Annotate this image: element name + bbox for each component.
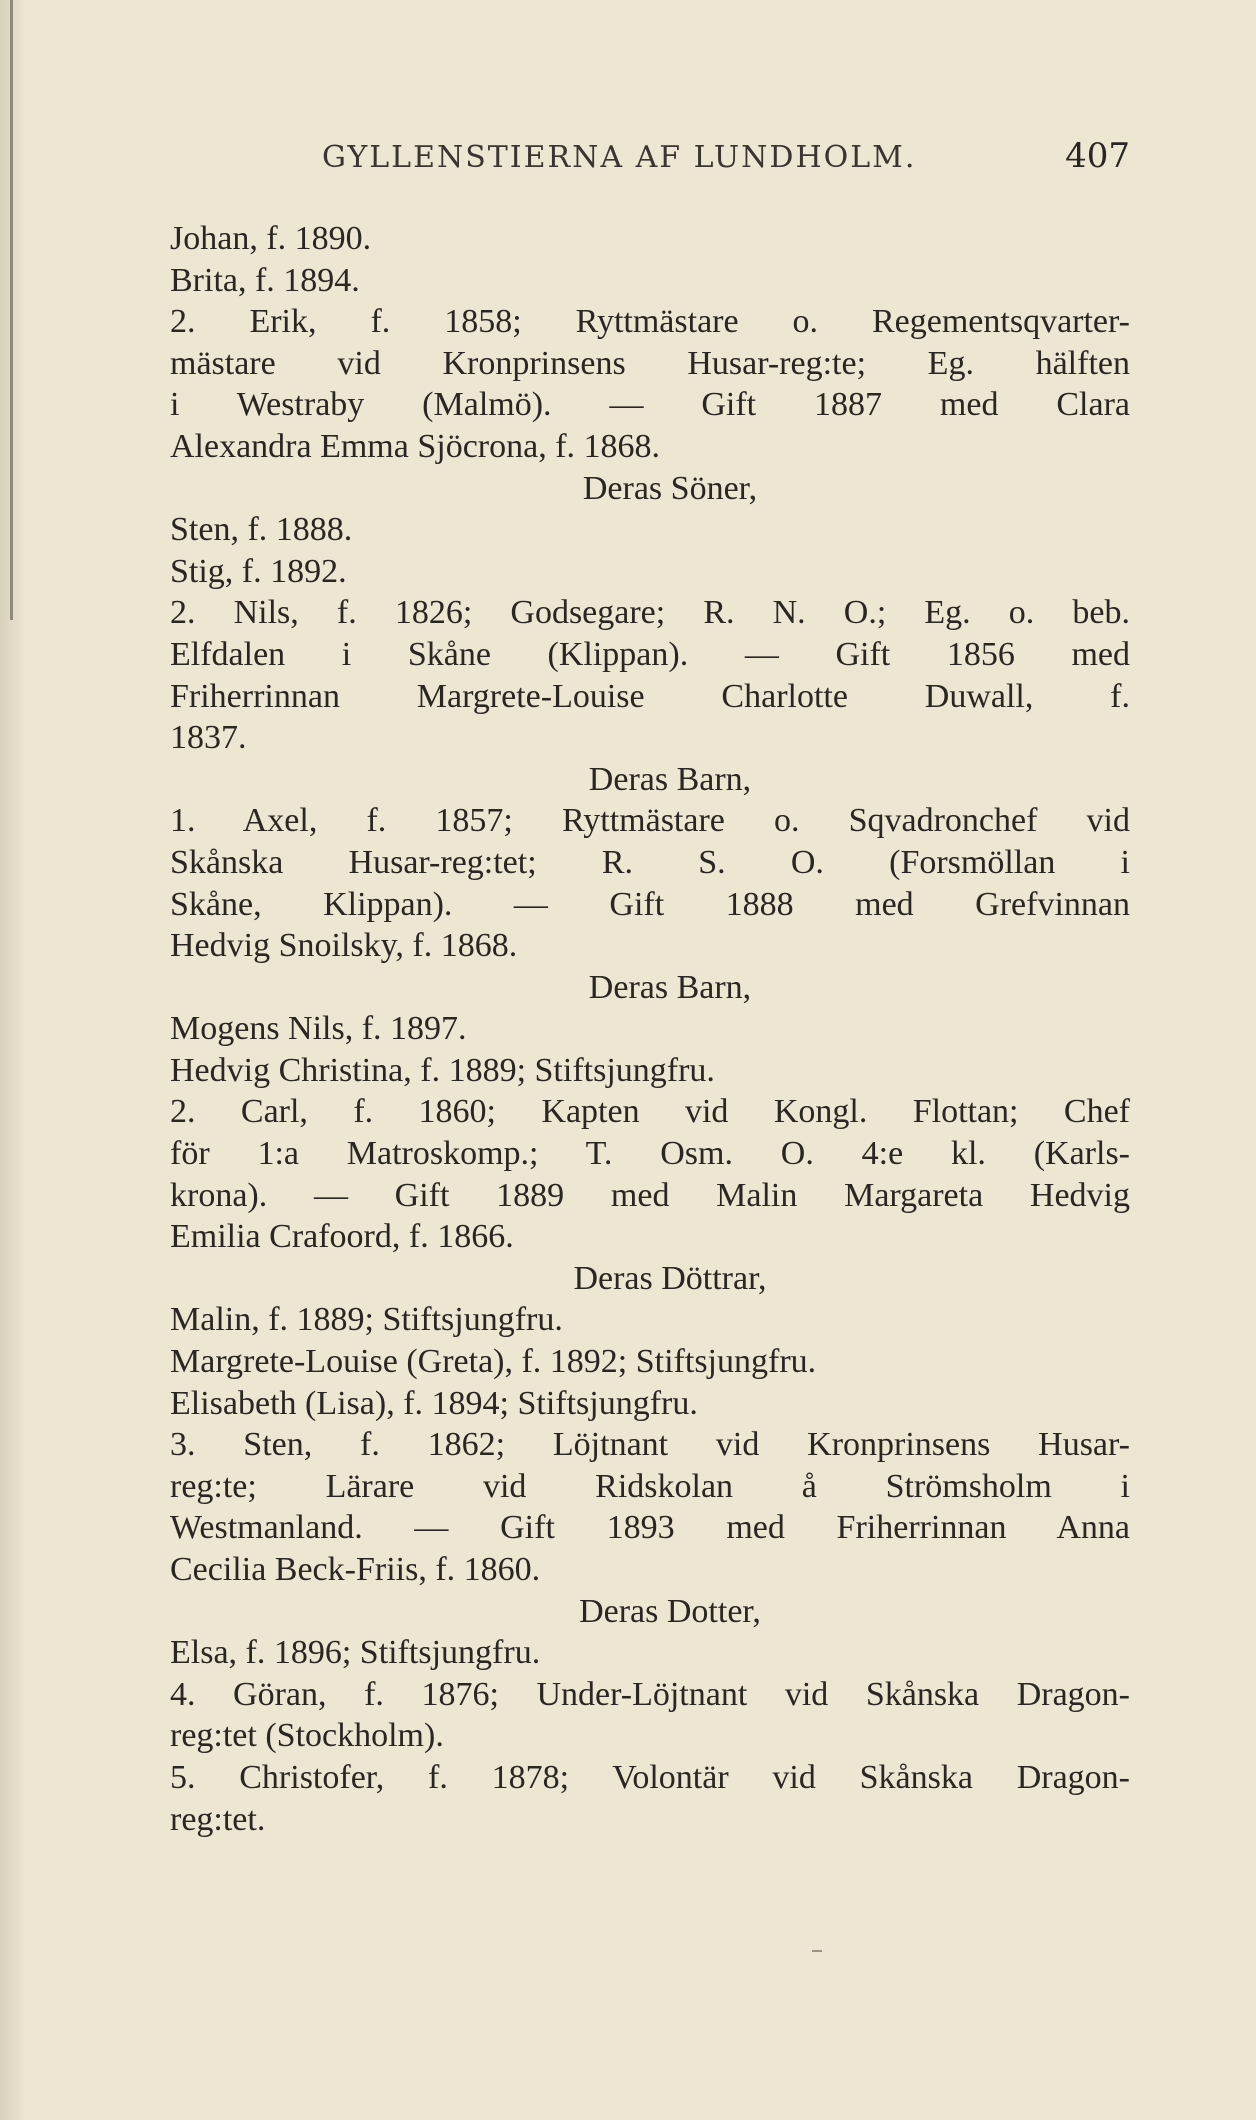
text-line: Brita, f. 1894. <box>170 261 360 299</box>
text-line: 5. Christofer, f. 1878; Volontär vid Skånska Dragon- <box>170 1758 1130 1796</box>
text-line: krona). — Gift 1889 med Malin Margareta Hedvig <box>170 1176 1130 1214</box>
text-line: Stig, f. 1892. <box>170 552 347 590</box>
section-heading: Deras Barn, <box>588 968 752 1006</box>
section-heading: Deras Dotter, <box>579 1592 761 1630</box>
section-heading: Deras Söner, <box>582 469 758 507</box>
text-line: Hedvig Christina, f. 1889; Stiftsjungfru. <box>170 1051 715 1089</box>
text-line: Elfdalen i Skåne (Klippan). — Gift 1856 med <box>170 635 1130 673</box>
text-line: 2. Nils, f. 1826; Godsegare; R. N. O.; Eg. o. beb. <box>170 594 1130 632</box>
text-line: Sten, f. 1888. <box>170 511 353 549</box>
text-line: Hedvig Snoilsky, f. 1868. <box>170 927 518 965</box>
text-line: Malin, f. 1889; Stiftsjungfru. <box>170 1301 563 1339</box>
text-line: Cecilia Beck-Friis, f. 1860. <box>170 1551 541 1588</box>
text-line: Elisabeth (Lisa), f. 1894; Stiftsjungfru. <box>170 1384 698 1422</box>
text-line: Alexandra Emma Sjöcrona, f. 1868. <box>170 427 661 465</box>
spine-edge <box>10 0 13 620</box>
text-line: reg:tet (Stockholm). <box>170 1717 444 1755</box>
text-line: för 1:a Matroskomp.; T. Osm. O. 4:e kl. (Karls- <box>170 1135 1130 1173</box>
text-line: 2. Erik, f. 1858; Ryttmästare o. Regementsqvarter- <box>170 303 1130 341</box>
section-heading: Deras Döttrar, <box>573 1259 767 1297</box>
text-line: Johan, f. 1890. <box>170 220 372 257</box>
text-line: i Westraby (Malmö). — Gift 1887 med Clara <box>170 386 1130 424</box>
text-line: Friherrinnan Margrete-Louise Charlotte Duwall, f. <box>170 677 1130 715</box>
genealogy-text <box>170 218 1130 1840</box>
text-line: Elsa, f. 1896; Stiftsjungfru. <box>170 1634 541 1672</box>
text-line: 4. Göran, f. 1876; Under-Löjtnant vid Skånska Dragon- <box>170 1675 1130 1713</box>
text-line: Skåne, Klippan). — Gift 1888 med Grefvinnan <box>170 885 1130 923</box>
text-line: reg:te; Lärare vid Ridskolan å Strömsholm i <box>170 1467 1130 1505</box>
page-header <box>322 136 1130 180</box>
running-title: GYLLENSTIERNA AF LUNDHOLM. <box>322 140 917 175</box>
text-line: Mogens Nils, f. 1897. <box>170 1010 467 1048</box>
page-number: 407 <box>1065 136 1130 176</box>
section-heading: Deras Barn, <box>588 760 752 798</box>
text-line: 1. Axel, f. 1857; Ryttmästare o. Sqvadronchef vid <box>170 802 1130 840</box>
text-line: Skånska Husar-reg:tet; R. S. O. (Forsmöllan i <box>170 843 1130 881</box>
text-line: Emilia Crafoord, f. 1866. <box>170 1218 514 1256</box>
text-line: reg:tet. <box>170 1800 266 1838</box>
text-line: Margrete-Louise (Greta), f. 1892; Stiftsjungfru. <box>170 1343 817 1381</box>
text-line: Westmanland. — Gift 1893 med Friherrinnan Anna <box>170 1509 1130 1547</box>
text-line: 3. Sten, f. 1862; Löjtnant vid Kronprinsens Husar- <box>170 1426 1130 1464</box>
text-line: mästare vid Kronprinsens Husar-reg:te; Eg. hälften <box>170 344 1130 382</box>
paper-speck <box>812 1950 822 1952</box>
text-line: 2. Carl, f. 1860; Kapten vid Kongl. Flottan; Chef <box>170 1093 1130 1131</box>
text-line: 1837. <box>170 719 247 757</box>
